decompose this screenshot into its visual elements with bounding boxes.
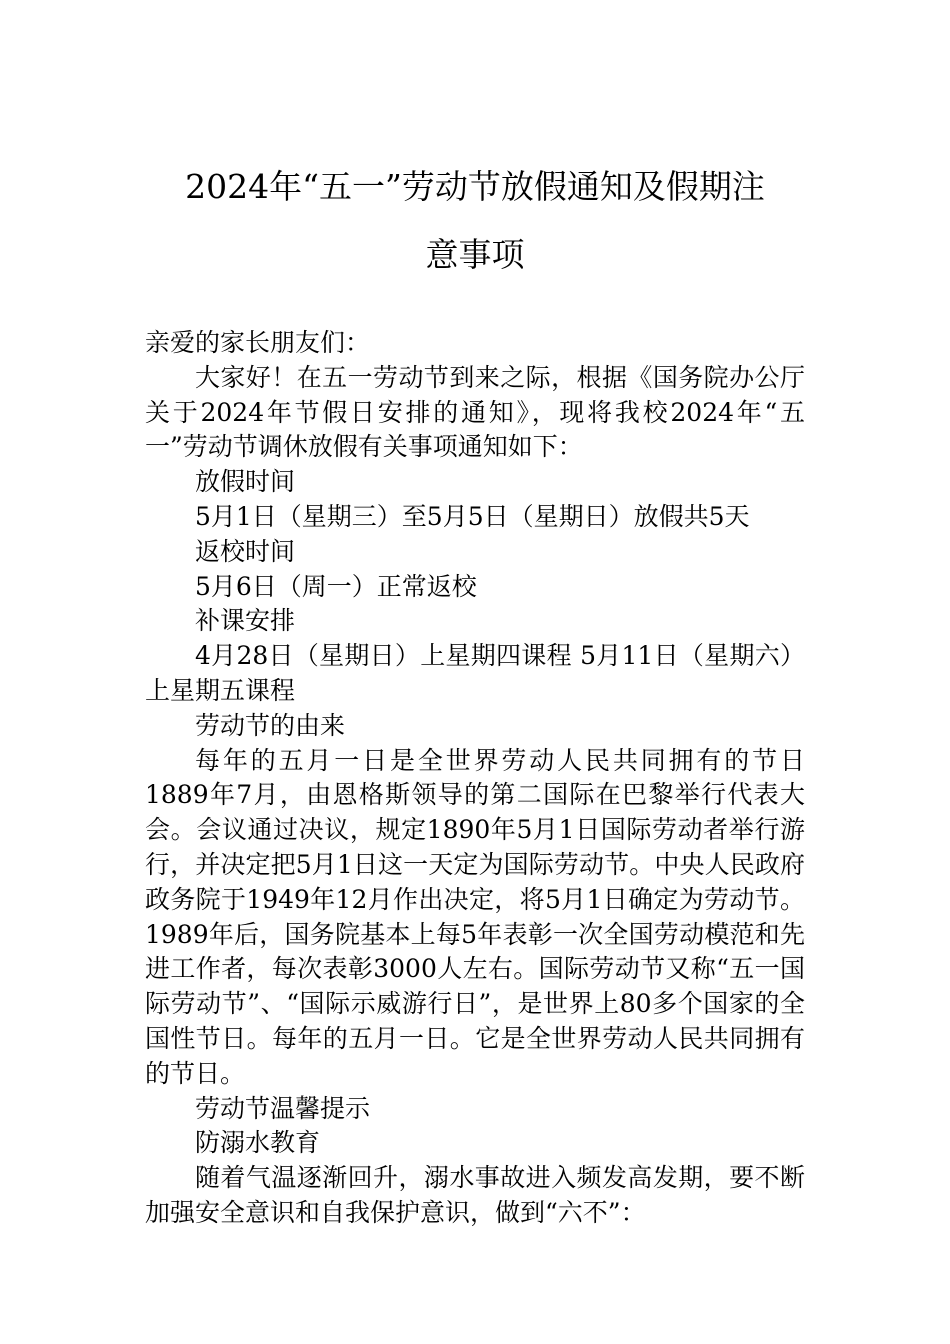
heading-return-time: 返校时间	[195, 536, 296, 566]
holiday-time-text: 5月1日（星期三）至5月5日（星期日）放假共5天	[195, 501, 750, 531]
heading-tips: 劳动节温馨提示	[195, 1093, 371, 1123]
heading-origin: 劳动节的由来	[195, 710, 346, 740]
heading-drowning-prevention: 防溺水教育	[195, 1128, 321, 1158]
document-body	[145, 326, 805, 1231]
title-line-1: 2024年“五一”劳动节放假通知及假期注	[185, 167, 765, 206]
intro-paragraph: 大家好！在五一劳动节到来之际，根据《国务院办公厅关于2024年节假日安排的通知》，现将我校2024年“五一”劳动节调休放假有关事项通知如下：	[145, 362, 805, 462]
title-line-2: 意事项	[425, 235, 525, 274]
document-title	[145, 153, 805, 289]
salutation: 亲爱的家长朋友们：	[145, 328, 371, 357]
heading-holiday-time: 放假时间	[195, 467, 296, 497]
drowning-prevention-text: 随着气温逐渐回升，溺水事故进入频发高发期，要不断加强安全意识和自我保护意识，做到“六不”：	[145, 1163, 805, 1227]
origin-paragraph: 每年的五月一日是全世界劳动人民共同拥有的节日1889年7月，由恩格斯领导的第二国际在巴黎举行代表大会。会议通过决议，规定1890年5月1日国际劳动者举行游行，并决定把5月1日这一天定为国际劳动节。中央人民政府政务院于1949年12月作出决定，将5月1日确定为劳动节。1989年后，国务院基本上每5年表彰一次全国劳动模范和先进工作者，每次表彰3000人左右。国际劳动节又称“五一国际劳动节”、“国际示威游行日”，是世界上80多个国家的全国性节日。每年的五月一日。它是全世界劳动人民共同拥有的节日。	[145, 745, 805, 1088]
makeup-classes-text: 4月28日（星期日）上星期四课程 5月11日（星期六）上星期五课程	[145, 641, 805, 705]
return-time-text: 5月6日（周一）正常返校	[195, 571, 477, 601]
heading-makeup-classes: 补课安排	[195, 606, 296, 636]
